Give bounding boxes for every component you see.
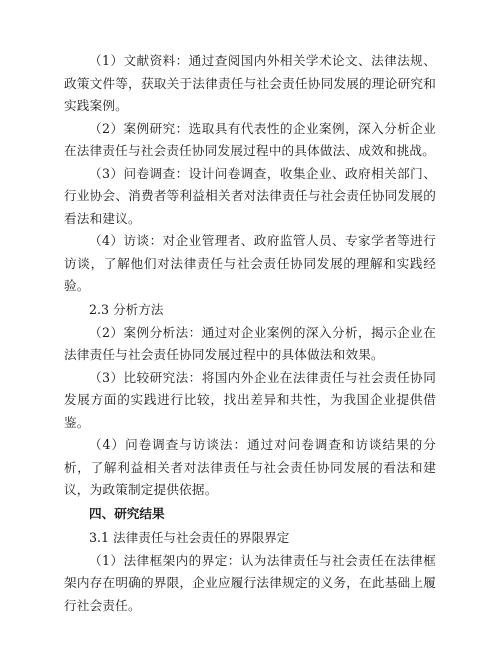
paragraph-comparative: （3）比较研究法：将国内外企业在法律责任与社会责任协同发展方面的实践进行比较，找出差异和共性，为我国企业提供借鉴。 [64,369,436,430]
paragraph-legal-framework: （1）法律框架内的界定：认为法律责任与社会责任在法律框架内存在明确的界限，企业应履行法律规定的义务，在此基础上履行社会责任。 [64,552,436,613]
paragraph-case-analysis: （2）案例分析法：通过对企业案例的深入分析，揭示企业在法律责任与社会责任协同发展过程中的具体做法和效果。 [64,324,436,362]
paragraph-interview: （4）访谈：对企业管理者、政府监管人员、专家学者等进行访谈，了解他们对法律责任与社会责任协同发展的理解和实践经验。 [64,233,436,293]
paragraph-survey-interview: （4）问卷调查与访谈法：通过对问卷调查和访谈结果的分析，了解利益相关者对法律责任与社会责任协同发展的看法和建议，为政策制定提供依据。 [64,437,436,497]
paragraph-literature: （1）文献资料：通过查阅国内外相关学术论文、法律法规、政策文件等，获取关于法律责任与社会责任协同发展的理论研究和实践案例。 [64,53,436,113]
section-heading-results: 四、研究结果 [89,505,165,521]
section-heading-2-3: 2.3 分析方法 [89,301,164,317]
paragraph-case-study: （2）案例研究：选取具有代表性的企业案例，深入分析企业在法律责任与社会责任协同发展过程中的具体做法、成效和挑战。 [64,120,436,158]
section-heading-3-1: 3.1 法律责任与社会责任的界限界定 [89,529,290,545]
paragraph-questionnaire: （3）问卷调查：设计问卷调查，收集企业、政府相关部门、行业协会、消费者等利益相关者对法律责任与社会责任协同发展的看法和建议。 [64,165,436,226]
